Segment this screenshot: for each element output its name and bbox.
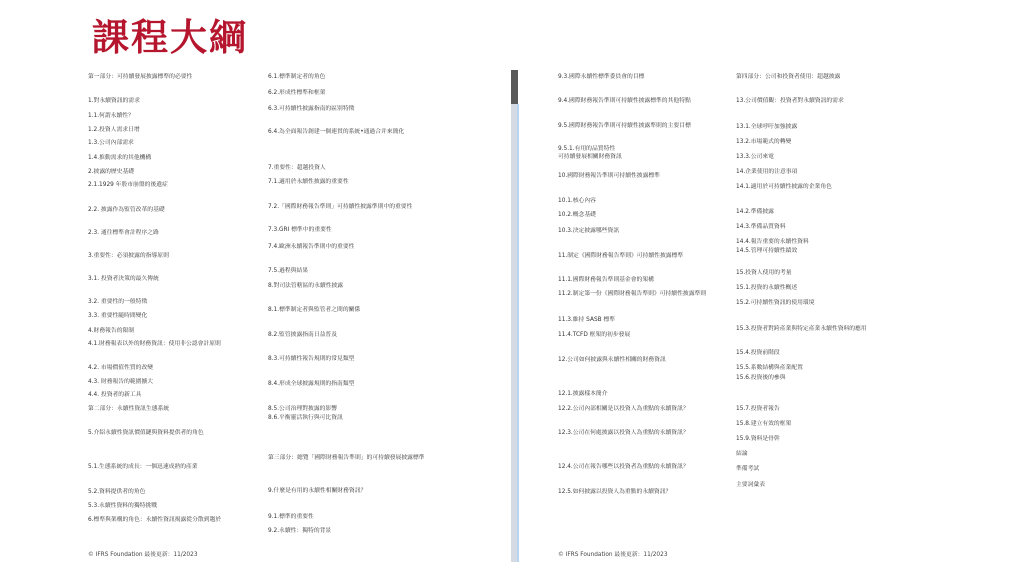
syllabus-entry: 3.1. 投資者決策的最久傳統 (88, 276, 159, 282)
syllabus-entry: 9.4.國際財務報告準則可持續性披露標準的其他特點 (558, 98, 691, 104)
syllabus-entry: 11.4.TCFD 框架的初步發展 (558, 332, 631, 338)
syllabus-entry: 8.4.形成全球披露規則的指南類型 (268, 381, 355, 387)
syllabus-entry: 15.7.投資者報告 (736, 406, 780, 412)
syllabus-entry: 14.企業使用的注意事項 (736, 169, 798, 175)
syllabus-entry: 3.重要性：必須披露的指導原則 (88, 253, 169, 259)
syllabus-entry: 9.5.國際財務報告準則可持續性披露準則的主要目標 (558, 123, 691, 129)
syllabus-entry: 5.1.生態系統的成長：一個迅速成熟的產業 (88, 464, 198, 470)
syllabus-entry: 12.5.如何披露以投資人為重點的永續資訊？ (558, 489, 672, 495)
syllabus-entry: 12.公司如何披露與永續性相關的財務資訊 (558, 357, 666, 363)
syllabus-entry: 1.對永續資訊的需求 (88, 98, 140, 104)
syllabus-entry: 13.公司價值觀：投資者對永續資訊的需求 (736, 98, 844, 104)
syllabus-entry: 11.2.制定第一份《國際財務報告準則》可持續性披露準則 (558, 291, 707, 297)
syllabus-entry: 4.1.財務報表以外的財務資訊：使用非公認會計原則 (88, 341, 221, 347)
syllabus-entry: 12.2.公司內部相關是以投資人為重點的永續資訊？ (558, 406, 689, 412)
syllabus-entry: 7.3.GRI 標準中的重要性 (268, 227, 332, 233)
syllabus-entry: 15.8.建立有效的框架 (736, 421, 792, 427)
syllabus-entry: 7.重要性：超越投資人 (268, 165, 326, 171)
syllabus-entry: 4.財務報告的限制 (88, 328, 135, 334)
syllabus-entry: 14.4.報告重要的永續性資料 (736, 239, 809, 245)
syllabus-entry: 3.2. 重要性的一般特徵 (88, 299, 148, 305)
syllabus-entry: 7.5.過程與結果 (268, 268, 309, 274)
syllabus-entry: 13.3.公司來電 (736, 154, 774, 160)
syllabus-entry: 5.2.資料提供者的角色 (88, 489, 146, 495)
syllabus-entry: 7.4.歐洲永續報告準則中的重要性 (268, 244, 355, 250)
syllabus-entry: 4.4. 投資者的新工具 (88, 392, 142, 398)
syllabus-entry: 主要詞彙表 (736, 482, 765, 488)
syllabus-entry: 7.1.適用於永續性披露的重要性 (268, 179, 349, 185)
syllabus-entry: 4.3. 財務報告的範圍擴大 (88, 379, 154, 385)
syllabus-entry: 9.3.國際永續性標準委員會的目標 (558, 74, 645, 80)
syllabus-entry: 6.2.形成性標準和框架 (268, 90, 326, 96)
syllabus-entry: 15.4.投資前階段 (736, 350, 780, 356)
syllabus-entry: 1.4.推動需求的其他機構 (88, 155, 152, 161)
syllabus-entry: 8.3.可持續性報告規則的常見類型 (268, 356, 355, 362)
syllabus-entry: 15.5.系數結構與產業配置 (736, 365, 803, 371)
syllabus-entry: 6.1.標準制定者的角色 (268, 74, 326, 80)
syllabus-entry: 15.投資人使用的考量 (736, 270, 792, 276)
syllabus-entry: 12.3.公司在何處披露以投資人為重點的永續資訊？ (558, 430, 689, 436)
syllabus-page-left (74, 70, 504, 562)
syllabus-entry: 14.5.管理可持續性績效 (736, 248, 798, 254)
syllabus-entry: 8.1.標準制定者與監管者之間的關係 (268, 307, 361, 313)
syllabus-entry: 9.什麼是有用的永續性相關財務資訊？ (268, 488, 367, 494)
syllabus-entry: 9.1.標準的重要性 (268, 514, 314, 520)
syllabus-entry: 第一部分：可持續發展披露標準的必要性 (88, 74, 193, 80)
syllabus-entry: 2.1.1929 年股市崩盤的後遺症 (88, 182, 168, 188)
syllabus-entry: 1.1.何謂永續性？ (88, 113, 134, 119)
page-divider-line (517, 104, 519, 562)
syllabus-entry: 14.1.適用於可持續性披露的企業角色 (736, 184, 832, 190)
syllabus-entry: 1.3.公司內部需求 (88, 140, 134, 146)
right-page-footer: © IFRS Foundation 最後更新：11/2023 (558, 552, 668, 558)
syllabus-entry: 4.2. 市場價值性質的改變 (88, 365, 154, 371)
syllabus-entry: 8.2.監管披露指南日益普及 (268, 332, 338, 338)
syllabus-entry: 15.3.投資者對跨產業與特定產業永續性資料的應用 (736, 326, 867, 332)
syllabus-entry: 14.3.準備品質資料 (736, 224, 786, 230)
syllabus-entry: 2.3. 通往標準會計程序之路 (88, 230, 159, 236)
syllabus-entry: 13.1.全球呼吁加強披露 (736, 124, 798, 130)
syllabus-entry: 11.3.維持 SASB 標準 (558, 317, 616, 323)
page-title: 課程大綱 (92, 16, 248, 59)
syllabus-entry: 15.1.投資的永續性概述 (736, 285, 798, 291)
syllabus-entry: 結論 (736, 451, 748, 457)
syllabus-entry: 12.1.披露樣本簡介 (558, 391, 608, 397)
syllabus-entry: 5.介紹永續性資訊價值鏈與資料提供者的角色 (88, 430, 204, 436)
syllabus-entry: 2.披露的歷史基礎 (88, 169, 135, 175)
syllabus-entry: 3.3. 重要性隨時間變化 (88, 313, 148, 319)
syllabus-entry: 準備考試 (736, 466, 760, 472)
syllabus-entry: 6.4.為全面報告創建一個連貫的系統•通過合并來簡化 (268, 129, 405, 135)
syllabus-entry: 14.2.準備披露 (736, 209, 774, 215)
scrollbar-thumb[interactable] (511, 70, 518, 104)
syllabus-entry: 第三部分：總覽「國際財務報告準則」的可持續發展披露標準 (268, 455, 425, 461)
syllabus-entry: 15.6.投資後的參與 (736, 375, 786, 381)
syllabus-entry: 8.5.公司治理對披露的影響 (268, 406, 338, 412)
syllabus-entry: 8.6.平衡靈活執行與可比資訊 (268, 415, 343, 421)
syllabus-entry: 10.3.決定披露哪些資訊 (558, 228, 620, 234)
syllabus-entry: 9.5.1.有用的品質特性 可持續發展相關財務資訊 (558, 146, 622, 160)
syllabus-entry: 8.對司法管轄區的永續性披露 (268, 283, 344, 289)
syllabus-entry: 1.2.投資人需求日增 (88, 127, 140, 133)
syllabus-entry: 7.2.「國際財務報告準則」可持續性披露準則中的重要性 (268, 204, 413, 210)
syllabus-page-right (548, 70, 988, 562)
syllabus-entry: 6.標準與架構的角色：永續性資訊揭露從分散到趨於 (88, 517, 222, 523)
syllabus-entry: 5.3.永續性資料的獨特挑戰 (88, 503, 158, 509)
syllabus-entry: 第二部分：永續性資訊生態系統 (88, 406, 170, 412)
syllabus-entry: 2.2. 披露作為監管改革的基礎 (88, 207, 165, 213)
syllabus-entry: 11.制定《國際財務報告準則》可持續性披露標準 (558, 253, 684, 259)
syllabus-entry: 9.2.永續性：獨特的背景 (268, 528, 332, 534)
syllabus-entry: 12.4.公司在報告哪些以投資者為重點的永續資訊？ (558, 464, 689, 470)
syllabus-entry: 10.國際財務報告準則可持續性披露標準 (558, 173, 660, 179)
left-page-footer: © IFRS Foundation 最後更新：11/2023 (88, 552, 198, 558)
syllabus-entry: 6.3.可持續性披露指南的區別特徵 (268, 106, 355, 112)
syllabus-entry: 11.1.國際財務報告準則基金會的架構 (558, 277, 654, 283)
syllabus-entry: 13.2.市場範式的轉變 (736, 139, 792, 145)
syllabus-entry: 15.2.可持續性資訊的使用環境 (736, 300, 815, 306)
syllabus-entry: 10.2.概念基礎 (558, 212, 596, 218)
syllabus-entry: 第四部分：公司和投資者使用：超越披露 (736, 74, 841, 80)
syllabus-entry: 10.1.核心內容 (558, 198, 596, 204)
syllabus-entry: 15.9.資料是骨幹 (736, 436, 780, 442)
